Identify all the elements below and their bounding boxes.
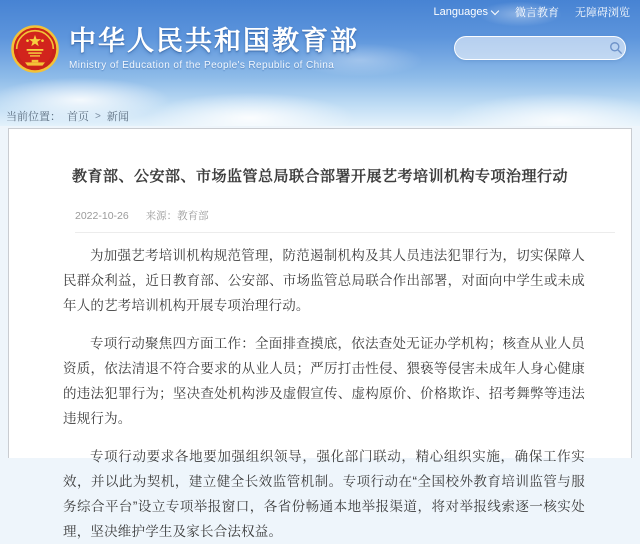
national-emblem-icon — [10, 24, 60, 74]
article-source: 来源：教育部 — [145, 210, 209, 222]
topbar — [434, 4, 630, 20]
site-logo-link[interactable] — [10, 24, 359, 74]
search-box[interactable] — [454, 36, 626, 60]
languages-label: Languages — [433, 6, 488, 18]
breadcrumb-prefix: 当前位置： — [6, 111, 61, 123]
article-card — [8, 128, 632, 539]
search-input[interactable] — [467, 42, 609, 54]
weiyan-edu-link[interactable]: 微言教育 — [515, 7, 559, 19]
chevron-down-icon — [491, 7, 499, 15]
article-title: 教育部、公安部、市场监管总局联合部署开展艺考培训机构专项治理行动 — [71, 168, 568, 185]
search-icon[interactable] — [609, 41, 623, 55]
breadcrumb-news-link[interactable]: 新闻 — [106, 111, 129, 123]
article-paragraph: 专项行动聚焦四方面工作：全面排查摸底，依法查处无证办学机构；核查从业人员资质，依法清退不符合要求的从业人员；严厉打击性侵、猥亵等侵害未成年人身心健康的违法犯罪行为；坚决查处机构涉及虚假宣传、虚构原价、价格欺诈、招考舞弊等违法违规行为。 — [63, 336, 585, 426]
breadcrumb-home-link[interactable]: 首页 — [67, 111, 89, 123]
brand-text — [69, 27, 359, 72]
accessibility-link[interactable]: 无障碍浏览 — [575, 7, 630, 19]
article-meta — [75, 208, 615, 233]
breadcrumb — [6, 108, 129, 124]
article-body — [9, 233, 631, 544]
article-paragraph: 为加强艺考培训机构规范管理，防范遏制机构及其人员违法犯罪行为，切实保障人民群众利益，近日教育部、公安部、市场监管总局联合作出部署，对面向中学生或未成年人的艺考培训机构开展专项治理行动。 — [63, 248, 585, 313]
site-title-en: Ministry of Education of the People's Republic of China — [69, 60, 335, 72]
article-paragraph: 专项行动要求各地要加强组织领导，强化部门联动，精心组织实施，确保工作实效，并以此为契机，建立健全长效监管机制。专项行动在“全国校外教育培训监管与服务综合平台”设立专项举报窗口，各省份畅通本地举报渠道，将对举报线索逐一核实处理，坚决维护学生及家长合法权益。 — [63, 449, 585, 539]
site-title-cn: 中华人民共和国教育部 — [69, 25, 359, 56]
site-header — [0, 0, 640, 126]
article-date: 2022-10-26 — [75, 210, 129, 222]
languages-menu[interactable] — [434, 6, 499, 18]
breadcrumb-separator: > — [95, 110, 101, 122]
